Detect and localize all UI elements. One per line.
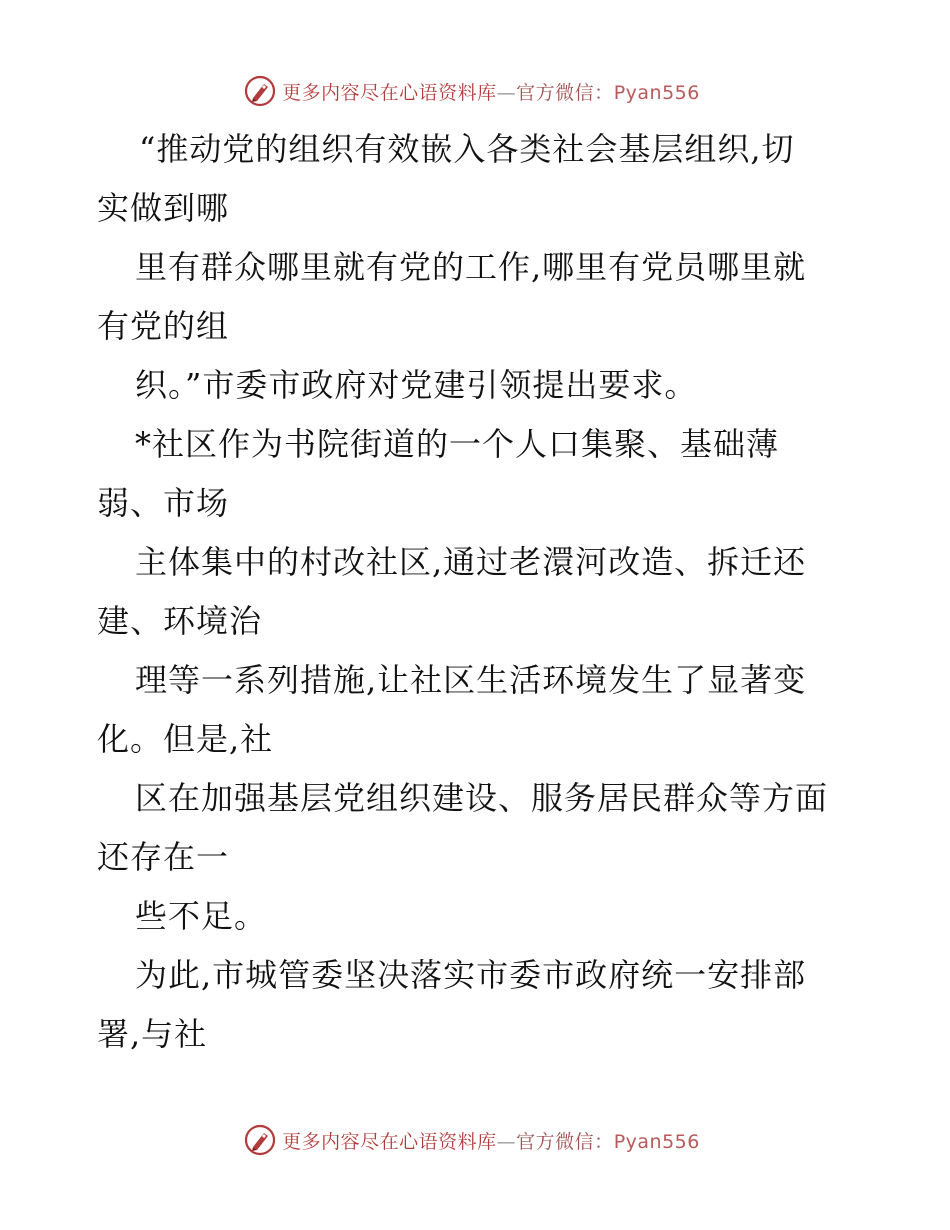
footer-wechat-label: 官方微信： [516,1130,614,1153]
header-wechat-id: Pyan556 [613,81,700,104]
body-line: 些不足。 [135,897,268,935]
body-line: 理等一系列措施,让社区生活环境发生了显著变 [135,661,807,699]
body-line: 有党的组 [97,307,230,345]
footer-wechat-id: Pyan556 [613,1130,700,1153]
header-banner [0,71,950,111]
body-line: *社区作为书院街道的一个人口集聚、基础薄 [135,425,780,463]
footer-banner [0,1120,950,1160]
header-banner-text [282,78,700,105]
body-line: 署,与社 [97,1015,208,1053]
body-line: 区在加强基层党组织建设、服务居民群众等方面 [135,779,829,817]
footer-banner-text [282,1127,700,1154]
body-line: 实做到哪 [97,189,230,227]
footer-banner-content [244,1124,700,1156]
header-separator: — [496,81,517,104]
body-line: 里有群众哪里就有党的工作,哪里有党员哪里就 [135,248,807,286]
body-line: 弱、市场 [97,484,230,522]
body-line: 化。但是,社 [97,720,274,758]
header-wechat-label: 官方微信： [516,81,614,104]
document-body [97,120,857,1064]
body-line: 还存在一 [97,838,230,876]
body-line: “推动党的组织有效嵌入各类社会基层组织,切 [139,130,795,168]
body-line: 织。”市委市政府对党建引领提出要求。 [135,366,698,404]
footer-separator: — [496,1130,517,1153]
pen-nib-logo-icon [244,75,276,107]
body-line: 主体集中的村改社区,通过老澴河改造、拆迁还 [135,543,807,581]
header-site-text: 更多内容尽在心语资料库 [282,81,497,104]
body-line: 为此,市城管委坚决落实市委市政府统一安排部 [135,956,807,994]
footer-site-text: 更多内容尽在心语资料库 [282,1130,497,1153]
body-line: 建、环境治 [97,602,263,640]
header-banner-content [244,75,700,107]
pen-nib-logo-icon [244,1124,276,1156]
